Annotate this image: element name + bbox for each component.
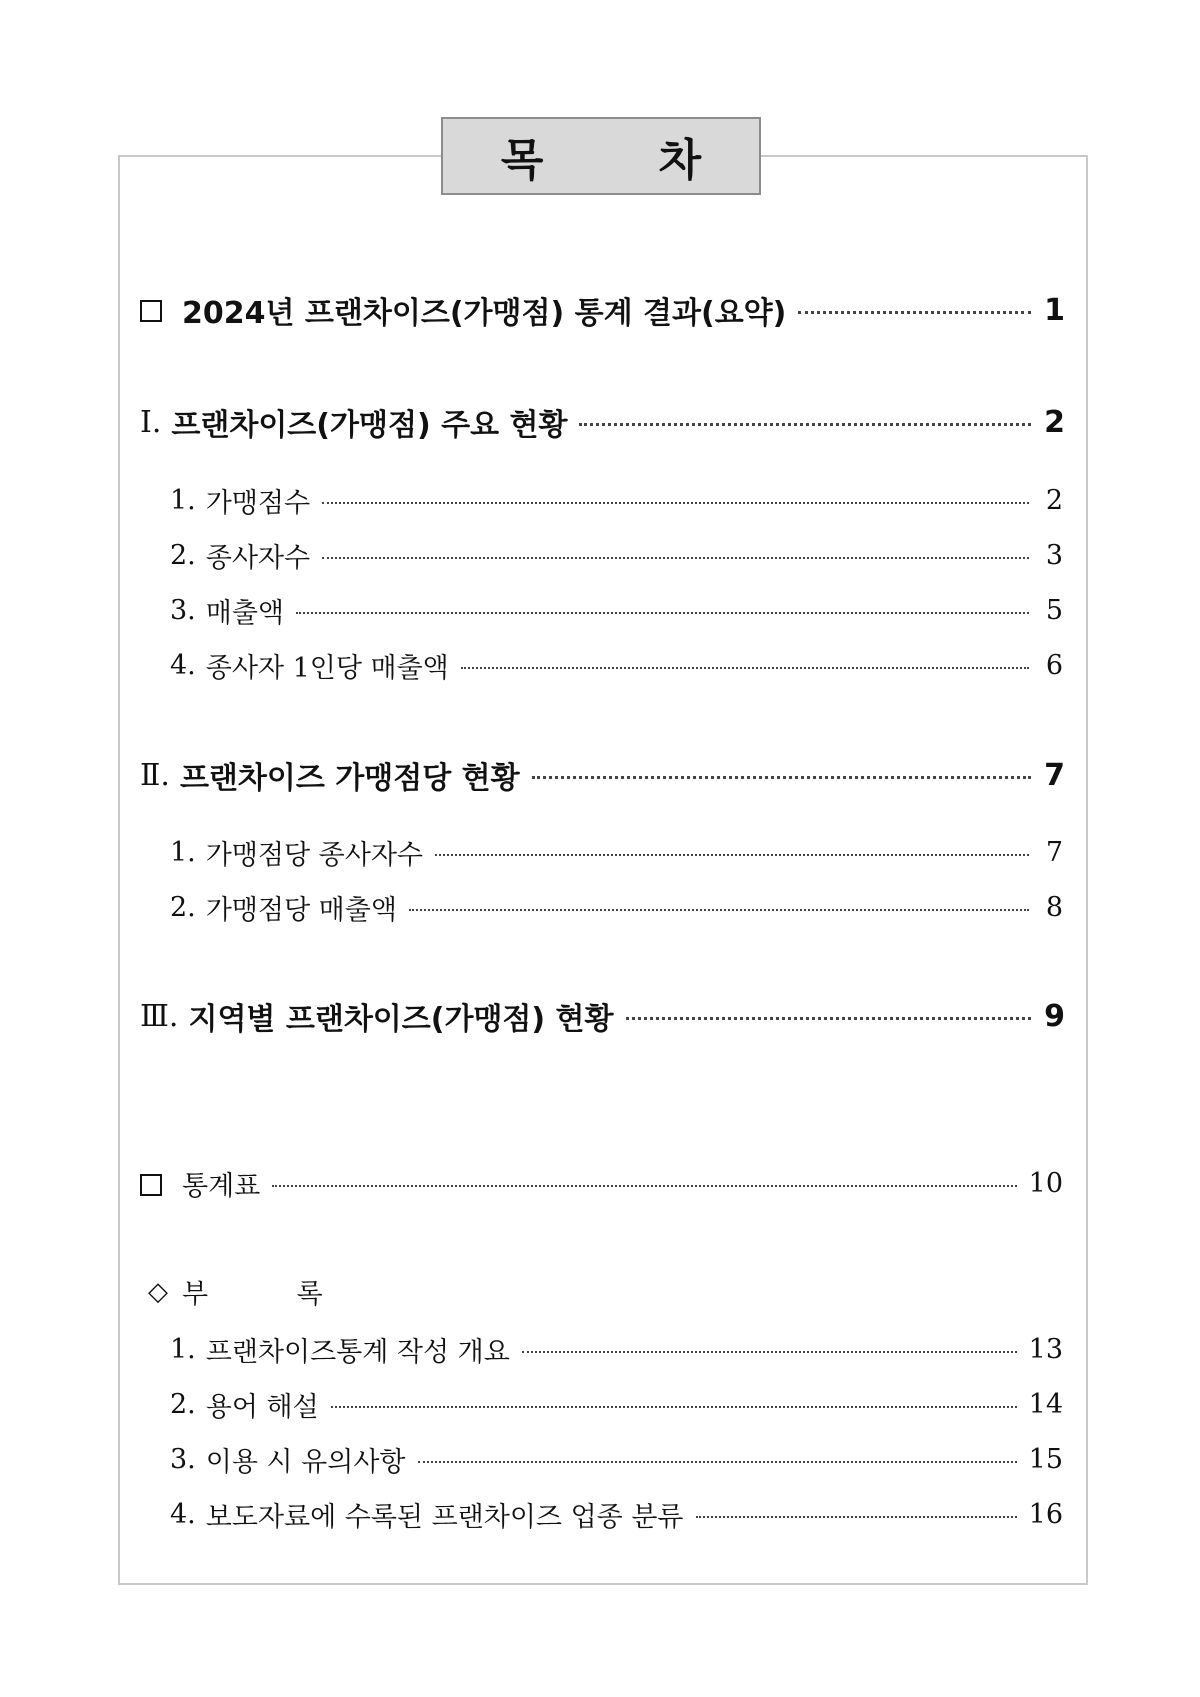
item-label: 가맹점당 종사자수: [205, 840, 424, 871]
appendix-heading: [148, 1272, 1071, 1311]
item-label: 가맹점수: [205, 488, 311, 519]
item-number: 1.: [170, 1334, 196, 1365]
item-number: 4.: [170, 650, 196, 681]
checkbox-square-icon: [140, 1174, 162, 1196]
item-number: 1.: [170, 837, 196, 868]
toc-item[interactable]: [170, 888, 1063, 927]
dot-leader: [522, 1351, 1017, 1353]
item-label: 프랜차이즈통계 작성 개요: [205, 1337, 510, 1368]
toc-item[interactable]: [170, 481, 1063, 520]
toc-section-1[interactable]: [140, 400, 1065, 444]
toc-page-number: 10: [1028, 1168, 1063, 1199]
dot-leader: [696, 1516, 1017, 1518]
toc-item[interactable]: [170, 536, 1063, 575]
toc-page-number: 15: [1028, 1444, 1063, 1475]
toc-item[interactable]: [170, 833, 1063, 872]
toc-item[interactable]: [170, 1440, 1063, 1479]
dot-leader: [409, 909, 1029, 911]
toc-item[interactable]: [170, 646, 1063, 685]
toc-page-number: 3: [1045, 540, 1063, 571]
dot-leader: [322, 557, 1029, 559]
item-label: 종사자수: [205, 543, 311, 574]
appendix-label: 부 록: [182, 1279, 363, 1310]
toc-item[interactable]: [170, 591, 1063, 630]
dot-leader: [418, 1461, 1017, 1463]
item-number: 4.: [170, 1499, 196, 1530]
dot-leader: [435, 854, 1029, 856]
dot-leader: [331, 1406, 1017, 1408]
toc-entry-tables[interactable]: [140, 1164, 1063, 1203]
toc-section-2[interactable]: [140, 753, 1065, 797]
toc-item[interactable]: [170, 1330, 1063, 1369]
item-number: 3.: [170, 595, 196, 626]
toc-entry-label: 2024년 프랜차이즈(가맹점) 통계 결과(요약): [182, 296, 787, 331]
item-number: 2.: [170, 1389, 196, 1420]
dot-leader: [798, 311, 1031, 314]
toc-entry-summary[interactable]: [140, 288, 1065, 332]
toc-page-number: 6: [1045, 650, 1063, 681]
dot-leader: [626, 1017, 1031, 1020]
toc-page-number: 8: [1045, 892, 1063, 923]
diamond-icon: ◇: [148, 1276, 168, 1307]
item-number: 3.: [170, 1444, 196, 1475]
toc-page-number: 2: [1045, 485, 1063, 516]
checkbox-square-icon: [140, 300, 162, 322]
toc-page-number: 13: [1028, 1334, 1063, 1365]
toc-page-number: 7: [1045, 837, 1063, 868]
toc-section-3[interactable]: [140, 994, 1065, 1038]
toc-page-number: 1: [1044, 292, 1065, 328]
toc-page-number: 5: [1045, 595, 1063, 626]
dot-leader: [272, 1185, 1016, 1187]
toc-item[interactable]: [170, 1385, 1063, 1424]
dot-leader: [296, 612, 1029, 614]
toc-page-number: 16: [1028, 1499, 1063, 1530]
toc-section-label: 지역별 프랜차이즈(가맹점) 현황: [188, 1002, 614, 1037]
toc-section-label: 프랜차이즈(가맹점) 주요 현황: [171, 408, 568, 443]
section-numeral: Ⅲ.: [140, 998, 179, 1034]
item-number: 1.: [170, 485, 196, 516]
toc-section-label: 프랜차이즈 가맹점당 현황: [179, 761, 520, 796]
item-label: 매출액: [205, 598, 285, 629]
item-label: 이용 시 유의사항: [205, 1447, 406, 1478]
dot-leader: [579, 423, 1031, 426]
toc-entry-label: 통계표: [182, 1171, 261, 1202]
page-title: 목 차: [441, 117, 761, 195]
toc-page-number: 9: [1044, 998, 1065, 1034]
item-label: 보도자료에 수록된 프랜차이즈 업종 분류: [205, 1502, 684, 1533]
item-label: 종사자 1인당 매출액: [205, 653, 449, 684]
section-numeral: Ⅱ.: [140, 757, 170, 793]
dot-leader: [532, 776, 1031, 779]
item-number: 2.: [170, 892, 196, 923]
toc-page-number: 14: [1028, 1389, 1063, 1420]
item-label: 용어 해설: [205, 1392, 319, 1423]
toc-page-number: 2: [1044, 404, 1065, 440]
dot-leader: [461, 667, 1029, 669]
toc-page-number: 7: [1044, 757, 1065, 793]
dot-leader: [322, 502, 1029, 504]
item-label: 가맹점당 매출액: [205, 895, 397, 926]
toc-item[interactable]: [170, 1495, 1063, 1534]
item-number: 2.: [170, 540, 196, 571]
section-numeral: Ⅰ.: [140, 404, 162, 440]
